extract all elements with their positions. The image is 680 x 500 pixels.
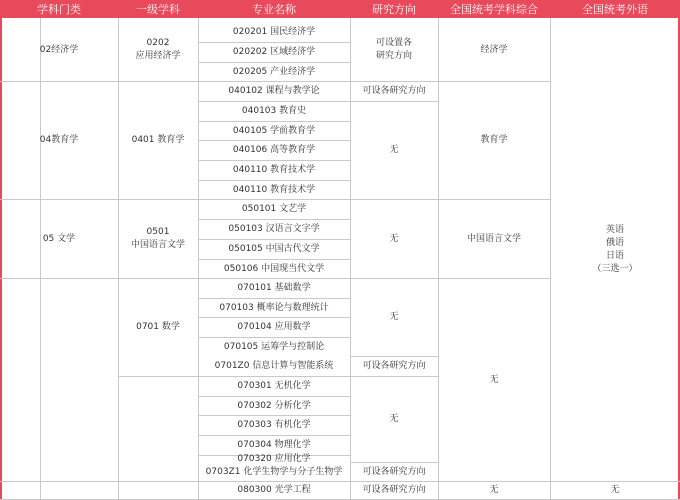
- research-text: 可设置各: [375, 38, 412, 48]
- first-level-code: 0701: [136, 322, 159, 332]
- research-text: 研究方向: [375, 51, 412, 61]
- header-research-direction: 研究方向: [350, 0, 438, 18]
- major-item: 040106 高等教育学: [232, 145, 316, 155]
- research-direction-education: 无: [389, 145, 399, 155]
- header-major-name: 专业名称: [198, 0, 350, 18]
- first-level-economics: [118, 19, 198, 81]
- major-item: 070302 分析化学: [237, 400, 311, 411]
- research-direction-chem-bio: 可设各研究方向: [362, 466, 426, 477]
- first-level-name: 中国语言文学: [130, 240, 185, 250]
- major-item: 020202 区域经济学: [232, 47, 316, 57]
- major-item: 070320 应用化学: [237, 454, 311, 464]
- major-item: 040105 学前教育学: [232, 125, 316, 136]
- first-level-name: 数学: [161, 322, 180, 332]
- foreign-language-item: （三选一）: [592, 264, 638, 274]
- research-direction-literature: 无: [389, 233, 399, 244]
- major-item: 020201 国民经济学: [232, 27, 316, 37]
- first-level-education: [118, 82, 198, 199]
- research-direction-optics: 可设各研究方向: [362, 485, 426, 495]
- major-item: 070103 概率论与数理统计: [219, 302, 329, 313]
- foreign-language-options: [550, 19, 680, 481]
- major-item: 050106 中国现当代文学: [223, 263, 325, 274]
- major-item: 070304 物理化学: [237, 440, 311, 450]
- research-direction-info-computing: 可设各研究方向: [362, 361, 426, 371]
- major-item: 070104 应用数学: [237, 322, 311, 332]
- first-level-name: 教育学: [157, 135, 185, 145]
- major-item: 050103 汉语言文字学: [228, 224, 320, 234]
- first-level-code: 0401: [131, 135, 155, 145]
- category-literature: 05 文学: [42, 233, 76, 244]
- major-item: 040110 教育技术学: [232, 165, 316, 175]
- research-direction-math: 无: [389, 312, 399, 322]
- first-level-chinese: [118, 200, 198, 278]
- header-first-level-discipline: 一级学科: [118, 0, 198, 18]
- comprehensive-optics: 无: [489, 485, 499, 495]
- major-item: 040110 教育技术学: [232, 184, 316, 195]
- foreign-language-item: 俄语: [605, 238, 624, 248]
- major-item: 070105 运筹学与控制论: [223, 341, 325, 352]
- comprehensive-literature: 中国语言文学: [466, 233, 521, 244]
- first-level-name: 应用经济学: [135, 51, 181, 61]
- major-item: 020205 产业经济学: [232, 66, 316, 77]
- major-item: 050101 文艺学: [241, 204, 307, 214]
- foreign-language-item: 英语: [605, 225, 624, 235]
- major-item: 040103 教育史: [241, 106, 307, 116]
- category-economics: 02经济学: [39, 44, 79, 55]
- comprehensive-education: 教育学: [480, 135, 508, 145]
- header-foreign-language-exam: 全国统考外语: [550, 0, 680, 18]
- first-level-code: 0501: [146, 227, 170, 237]
- major-item: 0703Z1 化学生物学与分子生物学: [205, 466, 343, 477]
- header-discipline-category: 学科门类: [0, 0, 118, 18]
- major-item: 050105 中国古代文学: [228, 244, 320, 254]
- major-item: 080300 光学工程: [237, 485, 311, 495]
- header-comprehensive-exam: 全国统考学科综合: [438, 0, 550, 18]
- comprehensive-science: 无: [489, 374, 499, 385]
- major-item: 0701Z0 信息计算与智能系统: [214, 361, 334, 371]
- major-item: 070303 有机化学: [237, 420, 311, 430]
- research-direction-economics: [350, 19, 438, 81]
- foreign-language-item: 日语: [605, 251, 624, 261]
- major-item: 070101 基础数学: [237, 283, 311, 293]
- comprehensive-economics: 经济学: [480, 44, 508, 55]
- first-level-mathematics: [118, 279, 198, 376]
- research-direction-chemistry: 无: [389, 414, 399, 424]
- first-level-code: 0202: [146, 38, 170, 48]
- major-item: 070301 无机化学: [237, 381, 311, 391]
- research-direction-curriculum: 可设各研究方向: [362, 86, 426, 96]
- category-education: 04教育学: [39, 135, 79, 145]
- major-item: 040102 课程与教学论: [228, 86, 320, 96]
- foreign-language-optics: 无: [610, 485, 620, 495]
